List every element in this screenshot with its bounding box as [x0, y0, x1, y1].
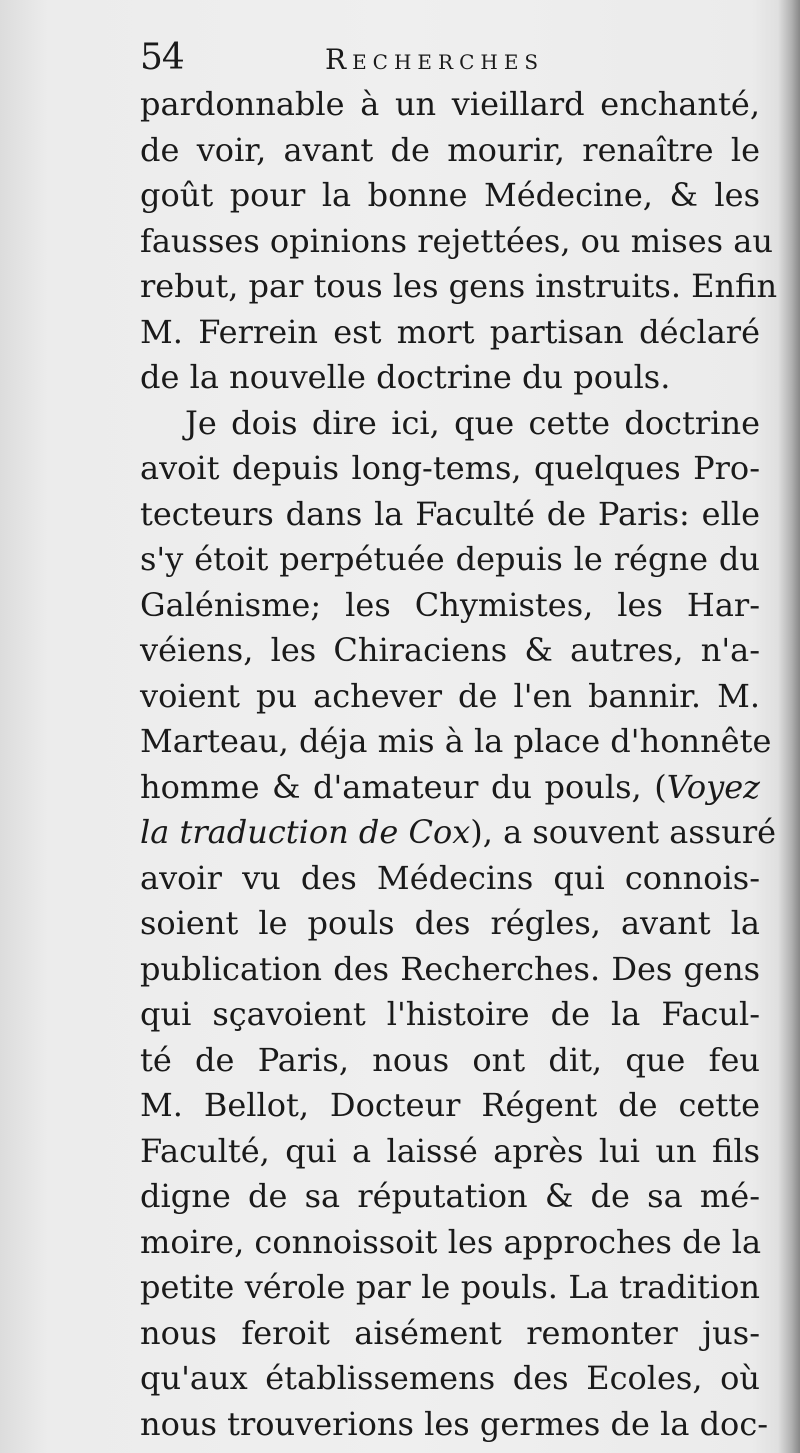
text-line: té de Paris, nous ont dit, que feu — [140, 1040, 760, 1079]
text-line: soient le pouls des régles, avant la — [140, 904, 760, 942]
text-segment: homme & d'amateur du pouls, ( — [140, 767, 667, 806]
body-text — [140, 82, 778, 1447]
text-line: qu'aux établissemens des Ecoles, où — [140, 1359, 760, 1397]
text-line: rebut, par tous les gens instruits. Enfin — [140, 267, 778, 305]
text-line: voient pu achever de l'en bannir. M. — [140, 676, 760, 715]
italic-reference: Voyez — [666, 767, 760, 806]
text-line: pardonnable à un vieillard enchanté, — [140, 85, 760, 123]
page-number: 54 — [140, 37, 184, 78]
running-head — [140, 38, 760, 88]
text-line — [140, 765, 760, 811]
text-line: avoit depuis long-tems, quelques Pro- — [140, 449, 760, 487]
text-line: Galénisme; les Chymistes, les Har- — [140, 585, 760, 624]
text-line: nous trouverions les germes de la doc- — [140, 1404, 769, 1443]
text-line: Marteau, déja mis à la place d'honnête — [140, 722, 772, 760]
text-line: fausses opinions rejettées, ou mises au — [140, 221, 773, 260]
text-line: M. Bellot, Docteur Régent de cette — [140, 1086, 760, 1124]
text-line: digne de sa réputation & de sa mé- — [140, 1177, 760, 1215]
text-line: véiens, les Chiraciens & autres, n'a- — [140, 631, 760, 669]
text-line: tecteurs dans la Faculté de Paris: elle — [140, 494, 760, 533]
text-line: de la nouvelle doctrine du pouls. — [140, 358, 671, 396]
text-segment: ), a souvent assuré — [470, 813, 777, 851]
text-line: s'y étoit perpétuée depuis le régne du — [140, 540, 760, 578]
text-line: petite vérole par le pouls. La tradition — [140, 1268, 760, 1306]
text-line: goût pour la bonne Médecine, & les — [140, 176, 760, 214]
text-line: Faculté, qui a laissé après lui un fils — [140, 1131, 760, 1170]
running-title: Recherches — [325, 43, 545, 76]
page-gutter-shadow — [778, 0, 800, 1453]
text-line: publication des Recherches. Des gens — [140, 949, 760, 988]
text-line: avoir vu des Médecins qui connois- — [140, 858, 760, 897]
text-line: de voir, avant de mourir, renaître le — [140, 130, 760, 169]
text-line — [140, 810, 777, 856]
text-line: nous feroit aisément remonter jus- — [140, 1313, 760, 1352]
text-line: moire, connoissoit les approches de la — [140, 1222, 762, 1261]
text-line: Je dois dire ici, que cette doctrine — [185, 403, 760, 442]
text-line: qui sçavoient l'histoire de la Facul- — [140, 995, 760, 1033]
text-line: M. Ferrein est mort partisan déclaré — [140, 312, 760, 351]
italic-reference: la traduction de Cox — [140, 813, 471, 851]
